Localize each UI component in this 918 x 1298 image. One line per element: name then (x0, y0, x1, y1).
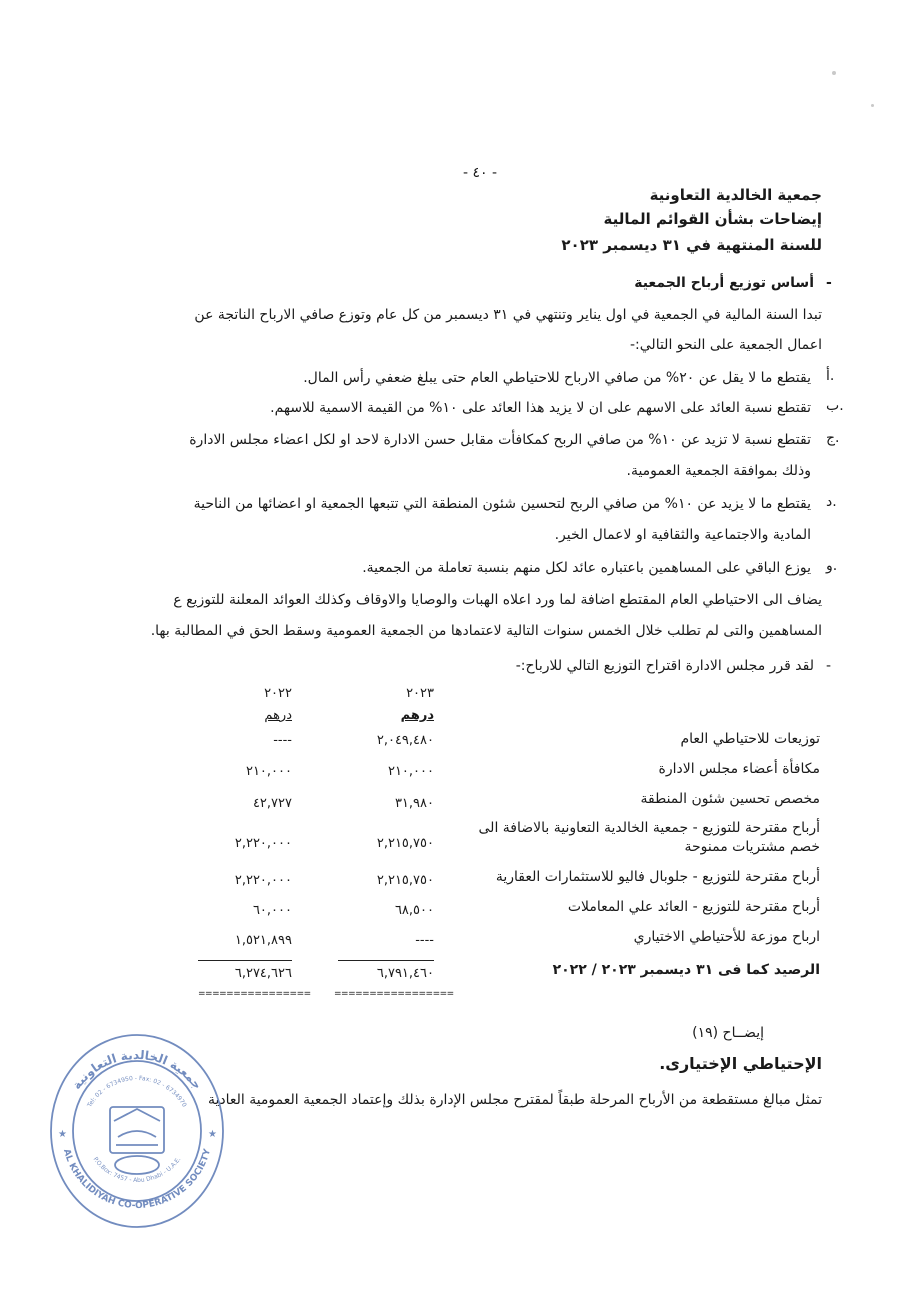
row-label-transaction-return: أرباح مقترحة للتوزيع - العائد علي المعاملات (567, 899, 820, 915)
total-2022: ٦,٢٧٤,٦٢٦ (234, 966, 292, 981)
note-text: تمثل مبالغ مستقطعة من الأرباح المرحلة طبقاً لمقترح مجلس الإدارة بذلك وإعتماد الجمعية العمومية العادية (207, 1092, 822, 1108)
row-label-board-remuneration: مكافأة أعضاء مجلس الادارة (658, 761, 820, 777)
row-label-general-reserve: توزيعات للاحتياطي العام (680, 731, 820, 747)
scan-speck (832, 71, 836, 75)
official-seal (44, 1025, 230, 1235)
row-label-global-value: أرباح مقترحة للتوزيع - جلوبال فاليو للاستثمارات العقارية (495, 869, 820, 885)
page-number: - ٤٠ - (462, 165, 498, 181)
double-underline-2023: ================= (334, 989, 454, 999)
row-2022-general-reserve: ---- (273, 733, 292, 748)
item-marker-a: أ. (826, 368, 835, 384)
row-2023-transaction-return: ٦٨,٥٠٠ (394, 903, 434, 918)
section-bullet: - (826, 275, 832, 291)
section2-bullet: - (826, 658, 832, 674)
row-2022-coop-distribution: ٢,٢٢٠,٠٠٠ (234, 836, 292, 851)
closing-line-1: يضاف الى الاحتياطي العام المقتطع اضافة لما ورد اعلاه الهبات والوصايا والاوقاف وكذلك العوائد المعلنة للتوزيع ع (173, 592, 822, 608)
report-subtitle: إيضاحات بشأن القوائم المالية (603, 210, 822, 228)
col-2023-year: ٢٠٢٣ (406, 686, 434, 701)
row-2023-area-improvement: ٣١,٩٨٠ (394, 796, 434, 811)
seal-pobox-text: P.O.Box: 7457 - Abu Dhabi - U.A.E. (91, 1156, 183, 1185)
row-label-optional-reserve: ارباح موزعة للأحتياطي الاختياري (633, 929, 820, 945)
item-w-text: يوزع الباقي على المساهمين باعتباره عائد لكل منهم بنسبة تعاملة من الجمعية. (362, 560, 811, 576)
note-ref: إيضــاح (١٩) (692, 1025, 764, 1041)
svg-text:P.O.Box: 7457 - Abu Dhabi - U. (92, 1156, 183, 1184)
item-d-line-1: يقتطع ما لا يزيد عن ١٠% من صافي الربح لتحسين شئون المنطقة التي تتبعها الجمعية او اعضائها من الناحية (193, 496, 811, 512)
scan-speck (871, 104, 874, 107)
row-label-coop-distribution: أرباح مقترحة للتوزيع - جمعية الخالدية التعاونية بالاضافة الى خصم مشتريات ممنوحة (478, 820, 820, 855)
svg-text:★: ★ (58, 1129, 67, 1140)
col-2023-unit: درهم (400, 708, 434, 723)
section-heading: أساس توزيع أرباح الجمعية (634, 275, 814, 291)
total-label: الرصيد كما فى ٣١ ديسمبر ٢٠٢٣ / ٢٠٢٢ (552, 962, 820, 978)
item-b-text: تقتطع نسبة العائد على الاسهم على ان لا يزيد هذا العائد على ١٠% من القيمة الاسمية للاسهم. (270, 400, 811, 416)
row-2023-coop-distribution: ٢,٢١٥,٧٥٠ (376, 836, 434, 851)
item-marker-b: ب. (826, 398, 844, 414)
row-2023-general-reserve: ٢,٠٤٩,٤٨٠ (376, 733, 434, 748)
item-c-line-1: تقتطع نسبة لا تزيد عن ١٠% من صافي الربح كمكافأت مقابل حسن الادارة لاحد او لكل اعضاء مجلس الادارة (189, 432, 811, 448)
seal-tel-text: Tel: 02 - 6734950 - Fax: 02 - 6734970 (86, 1074, 188, 1109)
col-2022-year: ٢٠٢٢ (264, 686, 292, 701)
row-2023-global-value: ٢,٢١٥,٧٥٠ (376, 873, 434, 888)
item-marker-c: ج. (826, 430, 840, 446)
row-2023-optional-reserve: ---- (415, 933, 434, 948)
org-name: جمعية الخالدية التعاونية (649, 186, 822, 204)
section2-intro: لقد قرر مجلس الادارة اقتراح التوزيع التالي للارباح:- (515, 658, 814, 674)
closing-line-2: المساهمين والتى لم تطلب خلال الخمس سنوات التالية لاعتمادها من الجمعية العمومية وسقط الحق في المطالبة بها. (150, 623, 822, 639)
seal-bottom-text: AL KHALIDIYAH CO-OPERATIVE SOCIETY (60, 1147, 214, 1212)
report-period: للسنة المنتهية في ٣١ ديسمبر ٢٠٢٣ (561, 236, 822, 254)
note-heading: الإحتياطي الإختيارى. (659, 1054, 822, 1073)
seal-top-text: جمعية الخالدية التعاونية (69, 1047, 205, 1092)
svg-text:★: ★ (208, 1129, 217, 1140)
total-rule-2023 (338, 960, 434, 961)
double-underline-2022: ================ (198, 989, 311, 999)
item-d-line-2: المادية والاجتماعية والثقافية او لاعمال الخير. (554, 527, 811, 543)
item-c-line-2: وذلك بموافقة الجمعية العمومية. (626, 463, 811, 479)
svg-text:Tel: 02 - 6734950 - Fax: 02 - (86, 1075, 188, 1109)
row-2022-area-improvement: ٤٢,٧٢٧ (252, 796, 292, 811)
intro-line-1: تبدا السنة المالية في الجمعية في اول يناير وتنتهي في ٣١ ديسمبر من كل عام وتوزع صافي الارباح الناتجة عن (194, 307, 822, 323)
intro-line-2: اعمال الجمعية على النحو التالي:- (629, 337, 822, 353)
row-2022-transaction-return: ٦٠,٠٠٠ (252, 903, 292, 918)
row-2022-board-remuneration: ٢١٠,٠٠٠ (245, 764, 292, 779)
row-label-area-improvement: مخصص تحسين شئون المنطقة (640, 791, 820, 807)
row-2023-board-remuneration: ٢١٠,٠٠٠ (387, 764, 434, 779)
item-marker-w: و. (826, 558, 838, 574)
row-2022-optional-reserve: ١,٥٢١,٨٩٩ (234, 933, 292, 948)
col-2022-unit: درهم (264, 708, 292, 723)
item-marker-d: د. (826, 494, 837, 510)
total-2023: ٦,٧٩١,٤٦٠ (376, 966, 434, 981)
total-rule-2022 (198, 960, 292, 961)
item-a-text: يقتطع ما لا يقل عن ٢٠% من صافي الارباح للاحتياطي العام حتى يبلغ ضعفي رأس المال. (303, 370, 811, 386)
row-2022-global-value: ٢,٢٢٠,٠٠٠ (234, 873, 292, 888)
